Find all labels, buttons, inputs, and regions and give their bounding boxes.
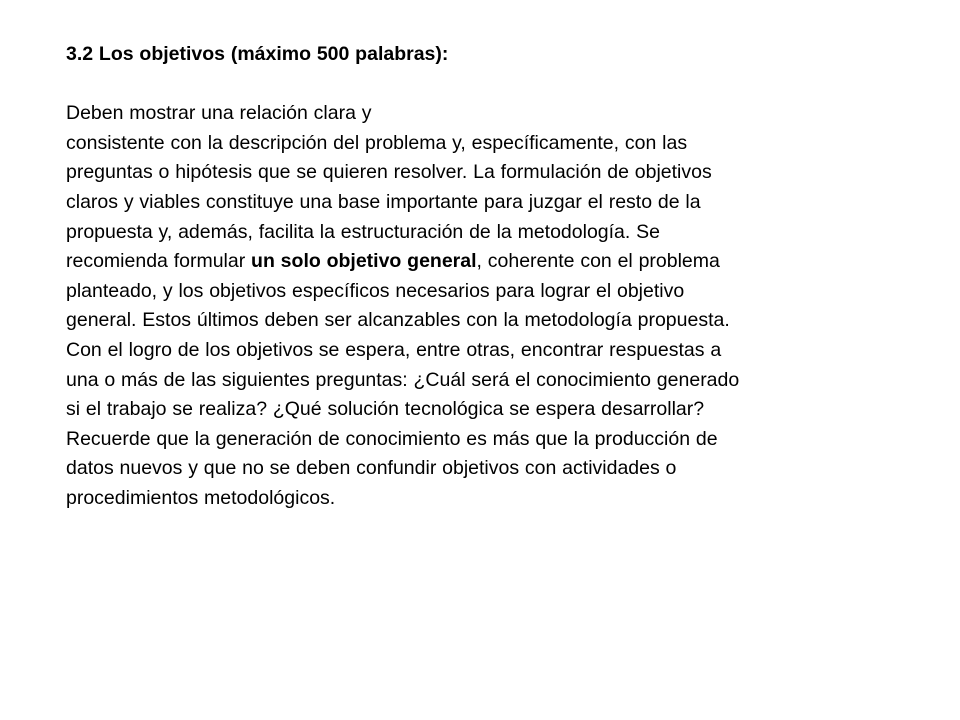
paragraph-line: datos nuevos y que no se deben confundir objetivos con actividades o — [66, 457, 677, 480]
paragraph-line: procedimientos metodológicos. — [66, 486, 336, 509]
spacer — [66, 70, 906, 100]
paragraph-line: Recuerde que la generación de conocimiento es más que la producción de — [66, 427, 718, 450]
paragraph-line: Con el logro de los objetivos se espera, entre otras, encontrar respuestas a — [66, 338, 722, 361]
body-paragraph — [66, 99, 906, 513]
line-text-after: , coherente con el problema — [476, 250, 720, 273]
emphasis-text: un solo objetivo general — [251, 250, 477, 273]
paragraph-line: una o más de las siguientes preguntas: ¿Cuál será el conocimiento generado — [66, 368, 740, 391]
paragraph-line: consistente con la descripción del problema y, específicamente, con las — [66, 131, 688, 154]
paragraph-line: Deben mostrar una relación clara y — [66, 102, 372, 125]
paragraph-line: propuesta y, además, facilita la estructuración de la metodología. Se — [66, 220, 660, 243]
line-text-before: recomienda formular — [66, 250, 252, 273]
paragraph-line: claros y viables constituye una base importante para juzgar el resto de la — [66, 190, 701, 213]
paragraph-line-with-emphasis — [66, 247, 906, 277]
paragraph-line: si el trabajo se realiza? ¿Qué solución tecnológica se espera desarrollar? — [66, 398, 705, 421]
paragraph-line: general. Estos últimos deben ser alcanzables con la metodología propuesta. — [66, 309, 730, 332]
paragraph-line: planteado, y los objetivos específicos necesarios para lograr el objetivo — [66, 279, 685, 302]
paragraph-line: preguntas o hipótesis que se quieren resolver. La formulación de objetivos — [66, 161, 712, 184]
slide-content — [66, 40, 906, 514]
section-heading: 3.2 Los objetivos (máximo 500 palabras): — [66, 43, 449, 65]
